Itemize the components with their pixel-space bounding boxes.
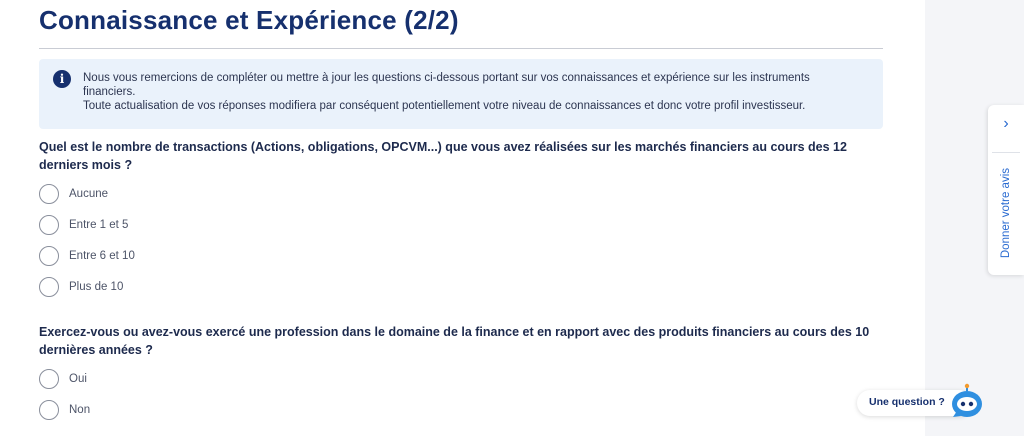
chevron-right-icon[interactable]: › <box>1003 115 1009 132</box>
info-icon: i <box>53 70 71 88</box>
option-entre-1-et-5[interactable] <box>39 214 128 236</box>
radio-button[interactable] <box>39 246 59 266</box>
option-label: Non <box>69 404 91 416</box>
info-line-1: Nous vous remercions de compléter ou mettre à jour les questions ci-dessous portant sur vos connaissances et expérience sur les instruments financiers. <box>83 72 810 98</box>
option-label: Plus de 10 <box>69 281 124 293</box>
option-label: Oui <box>69 373 87 385</box>
radio-button[interactable] <box>39 400 59 420</box>
radio-button[interactable] <box>39 277 59 297</box>
option-label: Entre 1 et 5 <box>69 219 129 231</box>
info-box <box>39 59 883 129</box>
radio-button[interactable] <box>39 215 59 235</box>
option-label: Entre 6 et 10 <box>69 250 135 262</box>
info-line-2: Toute actualisation de vos réponses modifiera par conséquent potentiellement votre niveau de connaissances et donc votre profil investisseur. <box>83 100 806 112</box>
radio-button[interactable] <box>39 369 59 389</box>
option-label: Aucune <box>69 188 109 200</box>
feedback-tab[interactable] <box>988 105 1024 275</box>
option-entre-6-et-10[interactable] <box>39 245 135 267</box>
chatbot-icon[interactable] <box>947 383 987 423</box>
option-plus-de-10[interactable] <box>39 276 123 298</box>
feedback-label-wrapper[interactable] <box>988 157 1024 269</box>
title-divider <box>39 48 883 49</box>
info-text <box>83 71 863 113</box>
radio-button[interactable] <box>39 184 59 204</box>
question-profession: Exercez-vous ou avez-vous exercé une profession dans le domaine de la finance et en rapport avec des produits financiers au cours des 10 dernières années ? <box>39 325 870 357</box>
feedback-label[interactable]: Donner votre avis <box>1000 167 1012 259</box>
page-title: Connaissance et Expérience (2/2) <box>39 5 459 35</box>
tab-divider <box>992 152 1020 153</box>
question-transactions: Quel est le nombre de transactions (Actions, obligations, OPCVM...) que vous avez réalisées sur les marchés financiers au cours des 12 derniers mois ? <box>39 140 847 172</box>
option-non[interactable] <box>39 399 90 421</box>
help-label[interactable]: Une question ? <box>869 396 945 408</box>
option-oui[interactable] <box>39 368 87 390</box>
option-aucune[interactable] <box>39 183 108 205</box>
